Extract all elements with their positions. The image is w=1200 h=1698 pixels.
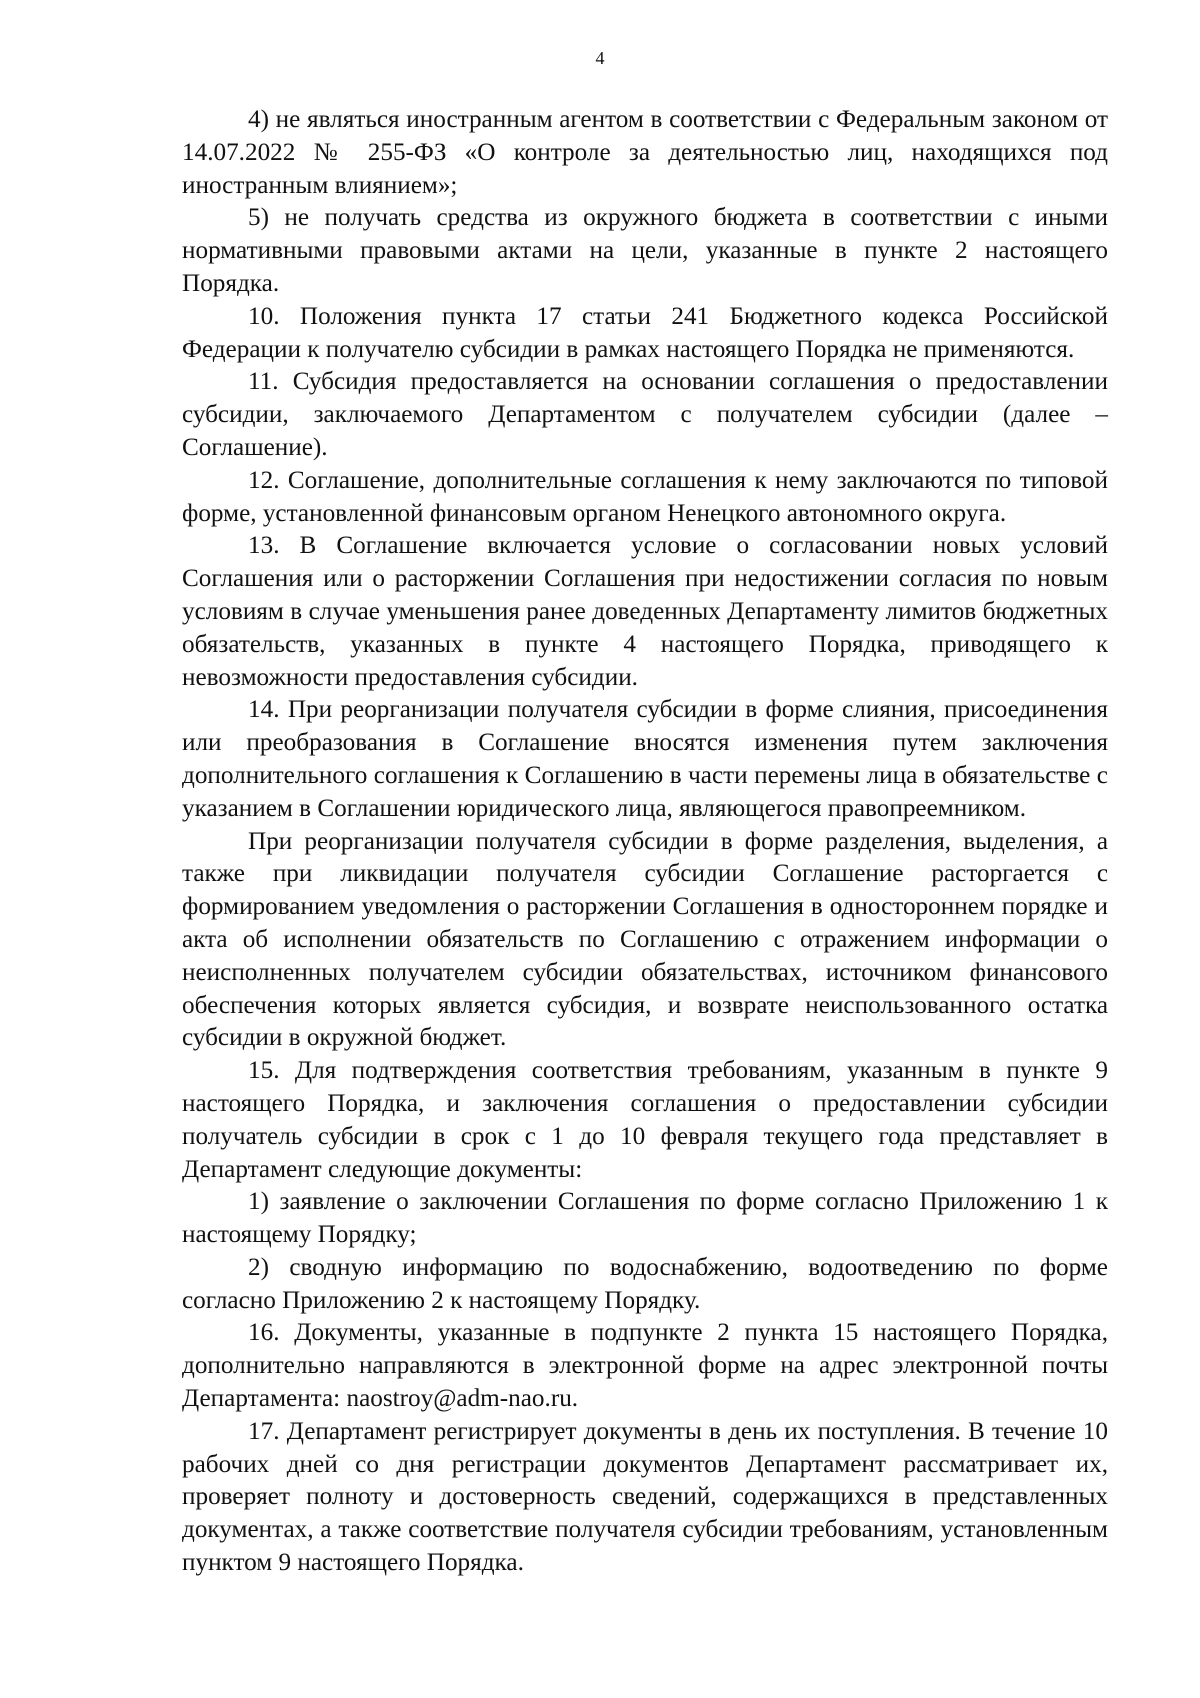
paragraph-13: 13. В Соглашение включается условие о согласовании новых условий Соглашения или о расторжении Соглашения при недостижении согласия по новым условиям в случае уменьшения ранее доведенных Департаменту лимитов бюджетных обязательств, указанных в пункте 4 настоящего Порядка, приводящего к невозможности предоставления субсидии.: [182, 532, 1108, 691]
paragraph-15-item-1: 1) заявление о заключении Соглашения по форме согласно Приложению 1 к настоящему Порядку;: [182, 1188, 1108, 1249]
paragraph-15: 15. Для подтверждения соответствия требованиям, указанным в пункте 9 настоящего Порядка, и заключения соглашения о предоставлении субсидии получатель субсидии в срок с 1 до 10 февраля текущего года представляет в Департамент следующие документы:: [182, 1057, 1108, 1183]
paragraph-12: 12. Соглашение, дополнительные соглашения к нему заключаются по типовой форме, установленной финансовым органом Ненецкого автономного округа.: [182, 466, 1108, 527]
paragraph-14-continued: При реорганизации получателя субсидии в форме разделения, выделения, а также при ликвидации получателя субсидии Соглашение расторгается с формированием уведомления о расторжении Соглашения в одностороннем порядке и акта об исполнении обязательств по Соглашению с отражением информации о неисполненных получателем субсидии обязательствах, источником финансового обеспечения которых является субсидия, и возврате неиспользованного остатка субсидии в окружной бюджет.: [182, 827, 1108, 1052]
paragraph-11: 11. Субсидия предоставляется на основании соглашения о предоставлении субсидии, заключаемого Департаментом с получателем субсидии (далее – Соглашение).: [182, 368, 1108, 461]
paragraph-item-4: 4) не являться иностранным агентом в соответствии с Федеральным законом от 14.07.2022 № 255-ФЗ «О контроле за деятельностью лиц, находящихся под иностранным влиянием»;: [182, 106, 1108, 199]
paragraph-15-item-2: 2) сводную информацию по водоснабжению, водоотведению по форме согласно Приложению 2 к настоящему Порядку.: [182, 1253, 1108, 1314]
paragraph-item-5: 5) не получать средства из окружного бюджета в соответствии с иными нормативными правовыми актами на цели, указанные в пункте 2 настоящего Порядка.: [182, 204, 1108, 297]
paragraph-14: 14. При реорганизации получателя субсидии в форме слияния, присоединения или преобразования в Соглашение вносятся изменения путем заключения дополнительного соглашения к Соглашению в части перемены лица в обязательстве с указанием в Соглашении юридического лица, являющегося правопреемником.: [182, 696, 1108, 822]
paragraph-17: 17. Департамент регистрирует документы в день их поступления. В течение 10 рабочих дней со дня регистрации документов Департамент рассматривает их, проверяет полноту и достоверность сведений, содержащихся в представленных документах, а также соответствие получателя субсидии требованиям, установленным пунктом 9 настоящего Порядка.: [182, 1417, 1108, 1577]
paragraph-10: 10. Положения пункта 17 статьи 241 Бюджетного кодекса Российской Федерации к получателю субсидии в рамках настоящего Порядка не применяются.: [182, 302, 1108, 363]
paragraph-16: 16. Документы, указанные в подпункте 2 пункта 15 настоящего Порядка, дополнительно направляются в электронной форме на адрес электронной почты Департамента: naostroy@adm-nao.ru.: [182, 1319, 1108, 1413]
document-body: [182, 104, 1108, 1580]
page-number: 4: [595, 48, 605, 68]
